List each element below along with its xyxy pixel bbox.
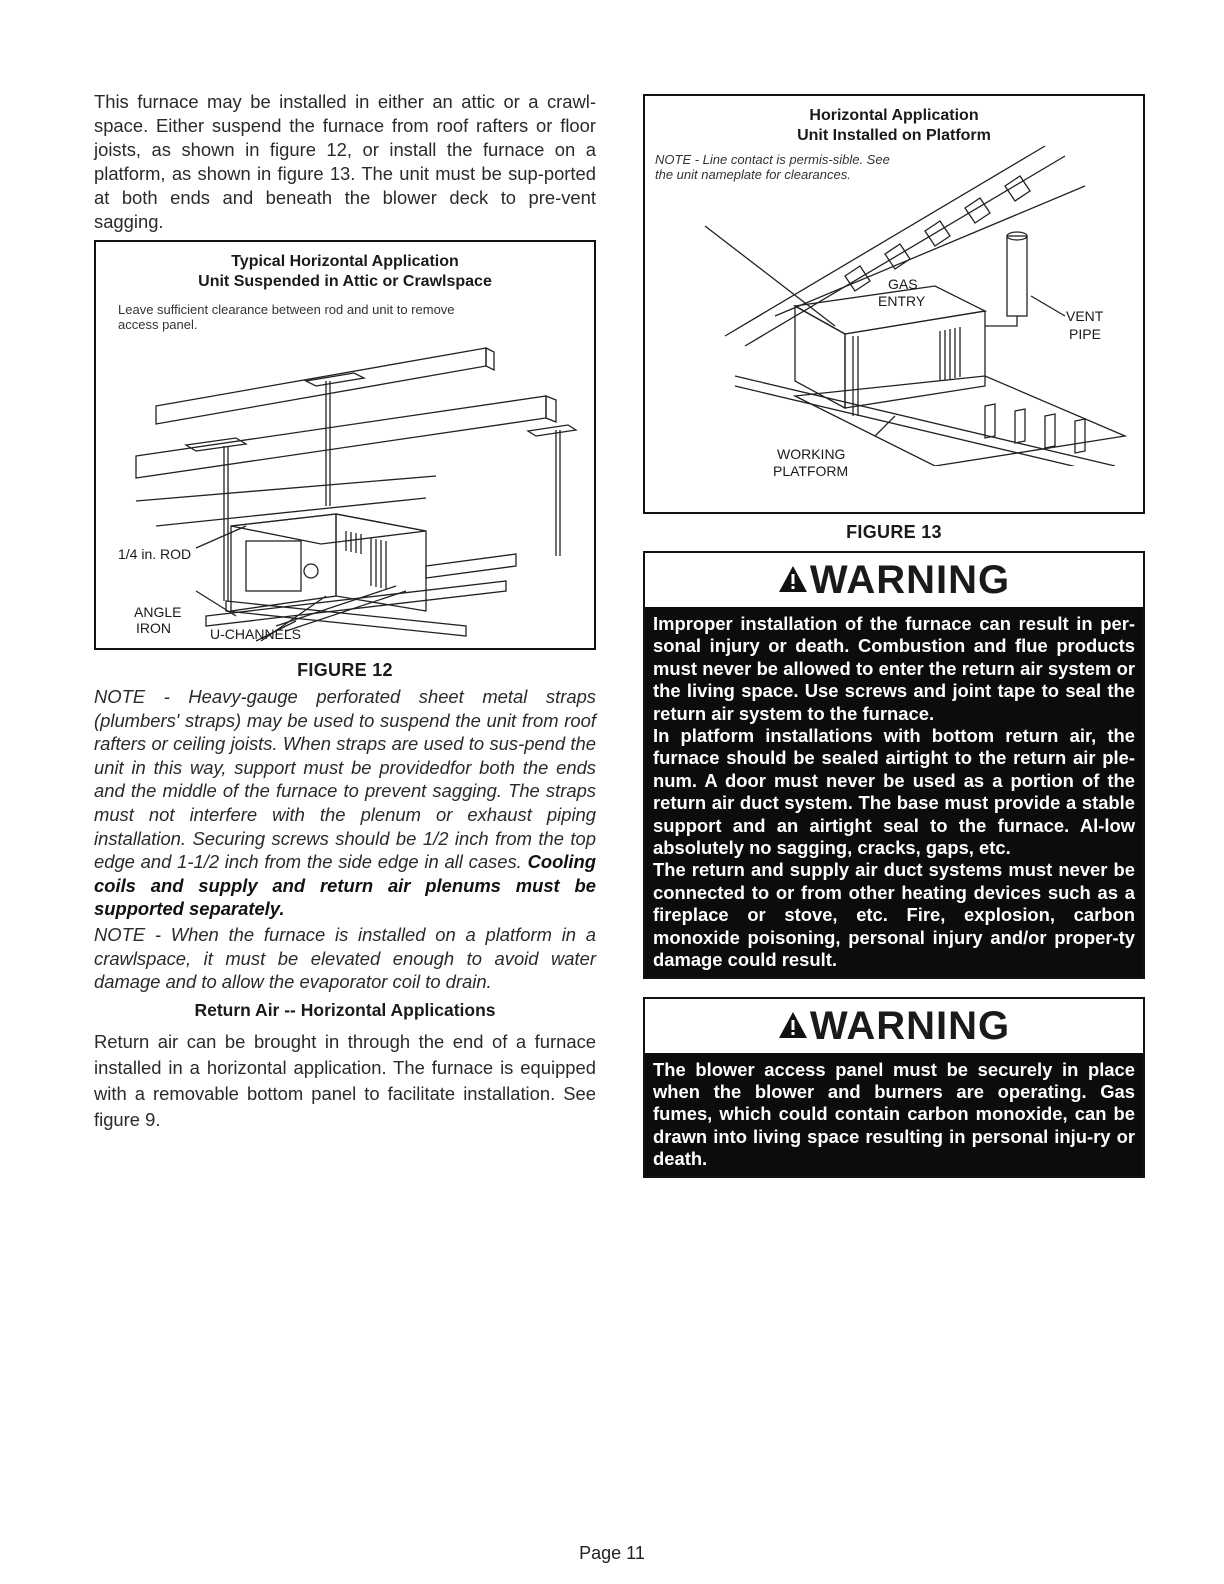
figure-13-label-vent: VENT	[1066, 308, 1104, 324]
page-number: Page 11	[579, 1543, 645, 1563]
furnace-side	[795, 306, 845, 408]
figure-12-title-line1: Typical Horizontal Application	[231, 253, 459, 270]
note-straps	[94, 685, 596, 921]
figure-12-label-angle: ANGLE	[134, 604, 182, 620]
u-channel-2	[426, 554, 516, 578]
floor-joists	[985, 404, 1085, 453]
figure-12-label-uchannels: U-CHANNELS	[210, 626, 302, 642]
figure-12-title	[96, 252, 594, 292]
note-straps-text: NOTE - Heavy-gauge perforated sheet metal straps (plumbers' straps) may be used to suspend the unit from roof rafters or ceiling joists. When straps are used to sus-pend the unit in this way, support must be providedfor both the ends and the middle of the furnace to prevent sagging. The straps must not interfere with the plenum or exhaust piping installation. Securing screws should be 1/2 inch from the top edge and 1-1/2 inch from the side edge in all cases.	[94, 686, 596, 873]
figure-13-title-line1: Horizontal Application	[809, 107, 979, 124]
figure-12-label-iron: IRON	[136, 620, 171, 636]
middle-beam	[136, 396, 546, 478]
figure-12-title-line2: Unit Suspended in Attic or Crawlspace	[198, 273, 492, 290]
warning-1-para-2: In platform installations with bottom return air, the furnace should be sealed airtight to the return air ple-num. A door must never be used as a portion of the return air duct system. The base must provide a stable support and an airtight seal to the furnace. Al-low absolutely no sagging, cracks, gaps, etc.	[653, 725, 1135, 859]
warning-1-para-3: The return and supply air duct systems must never be connected to or from other heating devices such as a fireplace or stove, etc. Fire, explosion, carbon monoxide poisoning, personal injury and/or proper-ty damage could result.	[653, 859, 1135, 971]
warning-triangle-icon	[778, 1011, 808, 1039]
warning-box-1	[643, 551, 1145, 979]
figure-13-label-working: WORKING	[777, 446, 846, 462]
warning-2-body	[645, 1053, 1143, 1176]
right-column	[643, 94, 1145, 1178]
warning-1-heading-text: WARNING	[809, 558, 1011, 602]
vent-pipe	[1007, 236, 1027, 316]
figure-13-note: NOTE - Line contact is permis-sible. See the unit nameplate for clearances.	[655, 152, 890, 182]
warning-2-heading-text: WARNING	[809, 1003, 1011, 1048]
warning-2-para-1: The blower access panel must be securely in place when the blower and burners are operating. Gas fumes, which could contain carbon monoxide, can be drawn into living space resulting in personal inju-ry or death.	[653, 1058, 1135, 1170]
note-straps-bold: Cooling coils and supply and return air plenums must be supported separately.	[94, 851, 596, 920]
figure-12-box	[94, 240, 596, 650]
figure-13-label-entry: ENTRY	[878, 293, 926, 309]
furnace-louvers	[940, 327, 960, 381]
warning-2-heading	[645, 999, 1143, 1053]
figure-12-note: Leave sufficient clearance between rod and unit to remove access panel.	[118, 302, 455, 332]
left-column	[94, 90, 596, 1133]
figure-12-label-rod: 1/4 in. ROD	[118, 546, 192, 562]
figure-13-label-platform: PLATFORM	[773, 463, 849, 479]
return-air-subhead: Return Air -- Horizontal Applications	[194, 999, 496, 1020]
warning-box-2	[643, 997, 1145, 1178]
furnace-top	[231, 514, 426, 544]
figure-13-caption: FIGURE 13	[846, 522, 942, 542]
figure-12-caption: FIGURE 12	[297, 660, 393, 680]
return-air-paragraph: Return air can be brought in through the end of a furnace installed in a horizontal application. The furnace is equipped with a removable bottom panel to facilitate installation. See figure 9.	[94, 1030, 596, 1130]
figure-13-label-gas: GAS	[888, 276, 918, 292]
warning-1-heading	[645, 553, 1143, 607]
figure-13-label-pipe: PIPE	[1069, 326, 1101, 342]
figure-13-title-line2: Unit Installed on Platform	[797, 127, 991, 144]
warning-1-body	[645, 607, 1143, 977]
figure-13-box	[643, 94, 1145, 514]
note-platform: NOTE - When the furnace is installed on a platform in a crawlspace, it must be elevated enough to avoid water damage and to allow the evaporator coil to drain.	[94, 923, 596, 993]
furnace-front	[845, 311, 985, 408]
warning-1-para-1: Improper installation of the furnace can result in per-sonal injury or death. Combustion and flue products must never be allowed to enter the return air system or the living space. Use screws and joint tape to seal the return air system to the furnace.	[653, 613, 1135, 724]
intro-paragraph: This furnace may be installed in either an attic or a crawl-space. Either suspend the furnace from roof rafters or floor joists, as shown in figure 12, or install the furnace on a platform, as shown in figure 13. The unit must be sup-ported at both ends and beneath the blower deck to pre-vent sagging.	[94, 91, 596, 232]
warning-triangle-icon	[778, 565, 808, 593]
figure-12-illustration	[96, 326, 594, 646]
